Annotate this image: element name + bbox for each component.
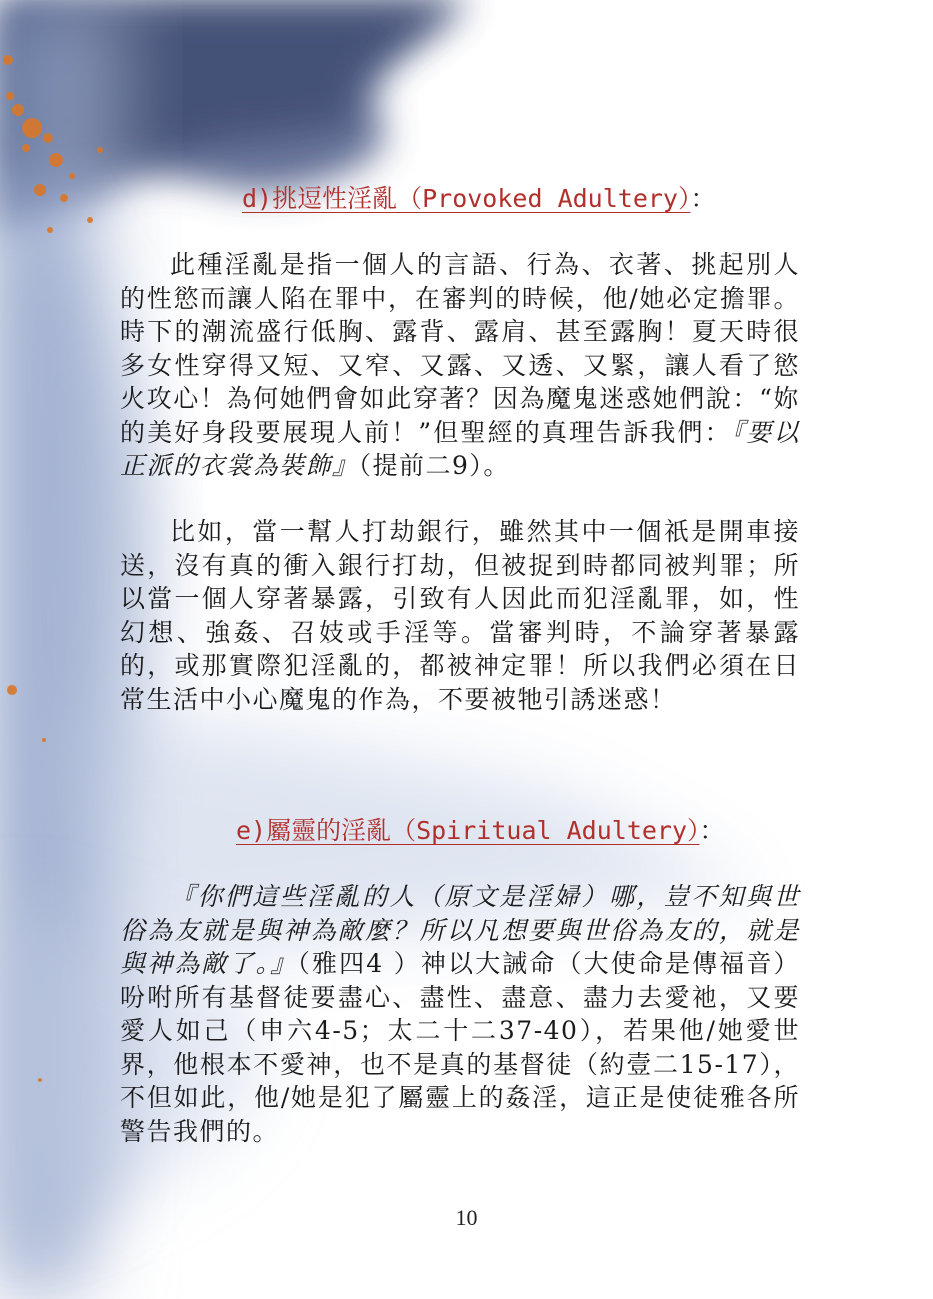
paragraph-spiritual-adultery — [120, 880, 800, 1148]
section-heading-e-colon: ： — [699, 816, 725, 845]
page-number: 10 — [455, 1205, 478, 1230]
paragraph-bank-robbery-analogy — [120, 515, 800, 716]
section-heading-e — [236, 815, 725, 847]
paragraph-3-text: （雅四4 ）神以大誡命（大使命是傳福音）吩咐所有基督徒要盡心、盡性、盡意、盡力去愛祂，又要愛人如己（申六4-5；太二十二37-40），若果他/她愛世界，他根本不愛神，也不是真的基督徒（約壹二15-17），不但如此，他/她是犯了屬靈上的姦淫，這正是使徒雅各所警告我們的。 — [120, 949, 800, 1146]
section-heading-d-title: d)挑逗性淫亂（Provoked Adultery） — [242, 184, 691, 213]
paragraph-1-quote: 『要以正派的衣裳為裝飾』 — [120, 417, 800, 480]
paragraph-3-quote: 『你們這些淫亂的人（原文是淫婦）哪，豈不知與世俗為友就是與神為敵麼？所以凡想要與世俗為友的，就是與神為敵了。』 — [120, 882, 800, 978]
paragraph-1-ref: （提前二9）。 — [358, 451, 510, 480]
paragraph-1-text: 此種淫亂是指一個人的言語、行為、衣著、挑起別人的性慾而讓人陷在罪中，在審判的時候，他/她必定擔罪。時下的潮流盛行低胸、露背、露肩、甚至露胸！夏天時很多女性穿得又短、又窄、又露、又透、又緊，讓人看了慾火攻心！為何她們會如此穿著？因為魔鬼迷惑她們說：“妳的美好身段要展現人前！”但聖經的真理告訴我們： — [120, 250, 800, 447]
section-heading-d — [242, 183, 716, 215]
paragraph-2-text: 比如，當一幫人打劫銀行，雖然其中一個祇是開車接送，沒有真的衝入銀行打劫，但被捉到時都同被判罪；所以當一個人穿著暴露，引致有人因此而犯淫亂罪，如，性幻想、強姦、召妓或手淫等。當審判時，不論穿著暴露的，或那實際犯淫亂的，都被神定罪！所以我們必須在日常生活中小心魔鬼的作為，不要被牠引誘迷惑！ — [120, 517, 800, 714]
section-heading-d-colon: ： — [690, 184, 716, 213]
section-heading-e-title: e)屬靈的淫亂（Spiritual Adultery） — [236, 816, 700, 845]
paragraph-provoked-adultery — [120, 248, 800, 483]
